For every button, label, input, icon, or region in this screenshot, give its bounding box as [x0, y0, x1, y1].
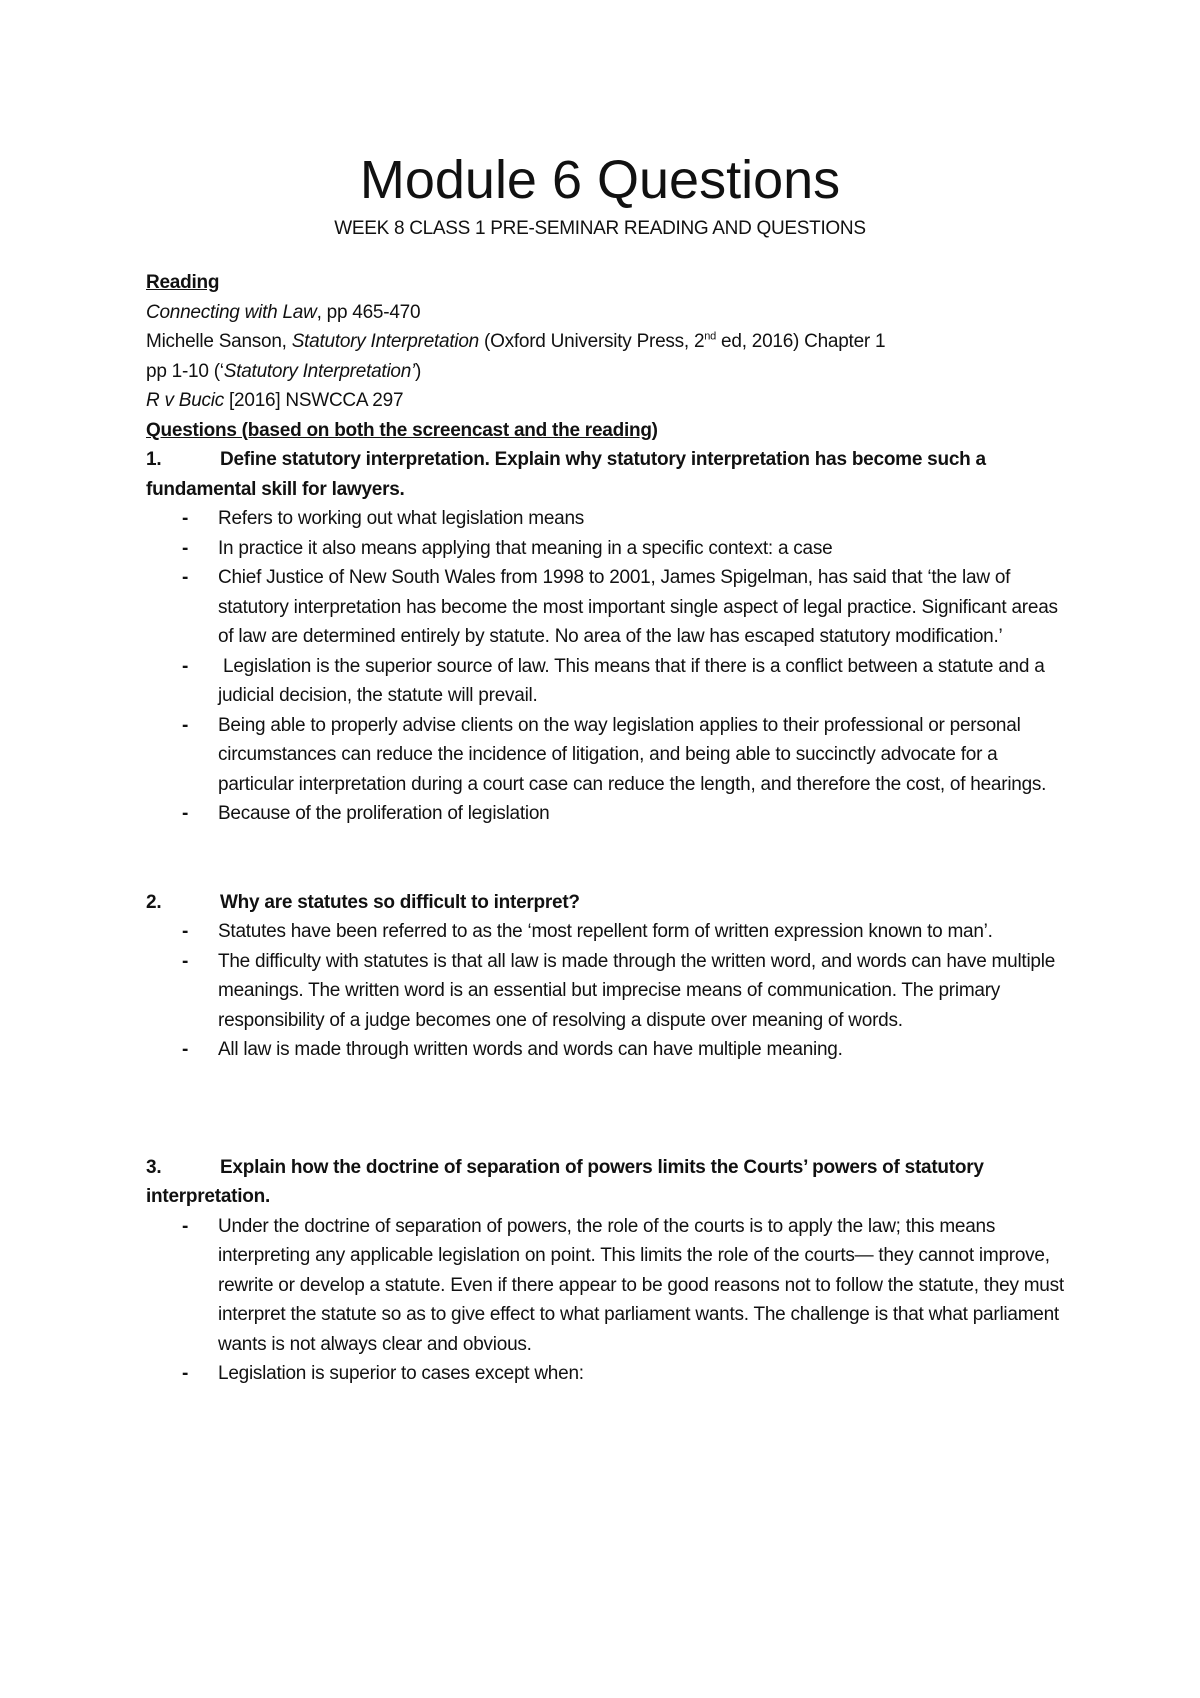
bullet-dash: -	[182, 567, 189, 588]
reading-item-3-case: R v Bucic	[146, 390, 224, 411]
question-3: 3. Explain how the doctrine of separation of powers limits the Courts’ powers of statutory interpretation.	[146, 1156, 984, 1207]
list-item: - All law is made through written words and words can have multiple meaning.	[218, 1035, 1066, 1065]
reading-item-1: Connecting with Law, pp 465-470	[146, 301, 421, 323]
spacer	[146, 829, 1066, 888]
question-block-1	[146, 445, 1066, 829]
bullet-dash: -	[182, 1215, 189, 1237]
list-item: - Because of the proliferation of legislation	[218, 799, 1066, 829]
answer-list-1	[146, 504, 1066, 829]
question-2: 2. Why are statutes so difficult to interpret?	[146, 891, 580, 913]
question-block-2	[146, 888, 1066, 1065]
bullet-dash: -	[182, 1039, 189, 1060]
spacer	[146, 1065, 1066, 1153]
answer-list-2	[146, 917, 1066, 1065]
list-item: - Being able to properly advise clients on the way legislation applies to their professional or personal circumstances can reduce the incidence of litigation, and being able to succinctly advocate for a particular interpretation during a court case can reduce the length, and therefore the cost, of hearings.	[218, 711, 1066, 800]
list-item: - Legislation is superior to cases except when:	[218, 1359, 1066, 1389]
question-block-3	[146, 1153, 1066, 1389]
reading-item-3: R v Bucic [2016] NSWCCA 297	[146, 390, 404, 411]
document-body	[146, 268, 1066, 1389]
reading-item-2-pages: pp 1-10 (‘Statutory Interpretation’)	[146, 360, 422, 382]
bullet-dash: -	[182, 1363, 189, 1384]
answer-list-3	[146, 1212, 1066, 1389]
bullet-dash: -	[182, 537, 189, 559]
reading-item-2-title: Statutory Interpretation	[291, 331, 479, 352]
list-item: - Chief Justice of New South Wales from 1998 to 2001, James Spigelman, has said that ‘the law of statutory interpretation has become the most important single aspect of legal practice. Significant areas of law are determined entirely by statute. No area of the law has escaped statutory modification.’	[218, 563, 1066, 652]
document-subtitle: WEEK 8 CLASS 1 PRE-SEMINAR READING AND QUESTIONS	[334, 218, 866, 239]
list-item: - In practice it also means applying that meaning in a specific context: a case	[218, 534, 1066, 564]
reading-item-2: Michelle Sanson, Statutory Interpretation (Oxford University Press, 2nd ed, 2016) Chapter 1	[146, 330, 886, 352]
question-1: 1. Define statutory interpretation. Explain why statutory interpretation has become such a fundamental skill for lawyers.	[146, 449, 986, 500]
list-item: - The difficulty with statutes is that all law is made through the written word, and words can have multiple meanings. The written word is an essential but imprecise means of communication. The primary responsibility of a judge becomes one of resolving a dispute over meaning of words.	[218, 947, 1066, 1036]
list-item: - Under the doctrine of separation of powers, the role of the courts is to apply the law; this means interpreting any applicable legislation on point. This limits the role of the courts— they cannot improve, rewrite or develop a statute. Even if there appear to be good reasons not to follow the statute, they must interpret the statute so as to give effect to what parliament wants. The challenge is that what parliament wants is not always clear and obvious.	[218, 1212, 1066, 1360]
list-item: - Statutes have been referred to as the ‘most repellent form of written expression known to man’.	[218, 917, 1066, 947]
list-item: - Legislation is the superior source of law. This means that if there is a conflict between a statute and a judicial decision, the statute will prevail.	[218, 652, 1066, 711]
bullet-dash: -	[182, 655, 189, 677]
bullet-dash: -	[182, 950, 189, 972]
bullet-dash: -	[182, 803, 189, 824]
bullet-dash: -	[182, 714, 189, 736]
reading-item-1-title: Connecting with Law	[146, 301, 317, 323]
list-item: - Refers to working out what legislation means	[218, 504, 1066, 534]
reading-heading: Reading	[146, 272, 220, 293]
document-title: Module 6 Questions	[359, 150, 841, 210]
questions-heading: Questions (based on both the screencast and the reading)	[146, 419, 658, 441]
bullet-dash: -	[182, 921, 189, 942]
bullet-dash: -	[182, 508, 189, 529]
